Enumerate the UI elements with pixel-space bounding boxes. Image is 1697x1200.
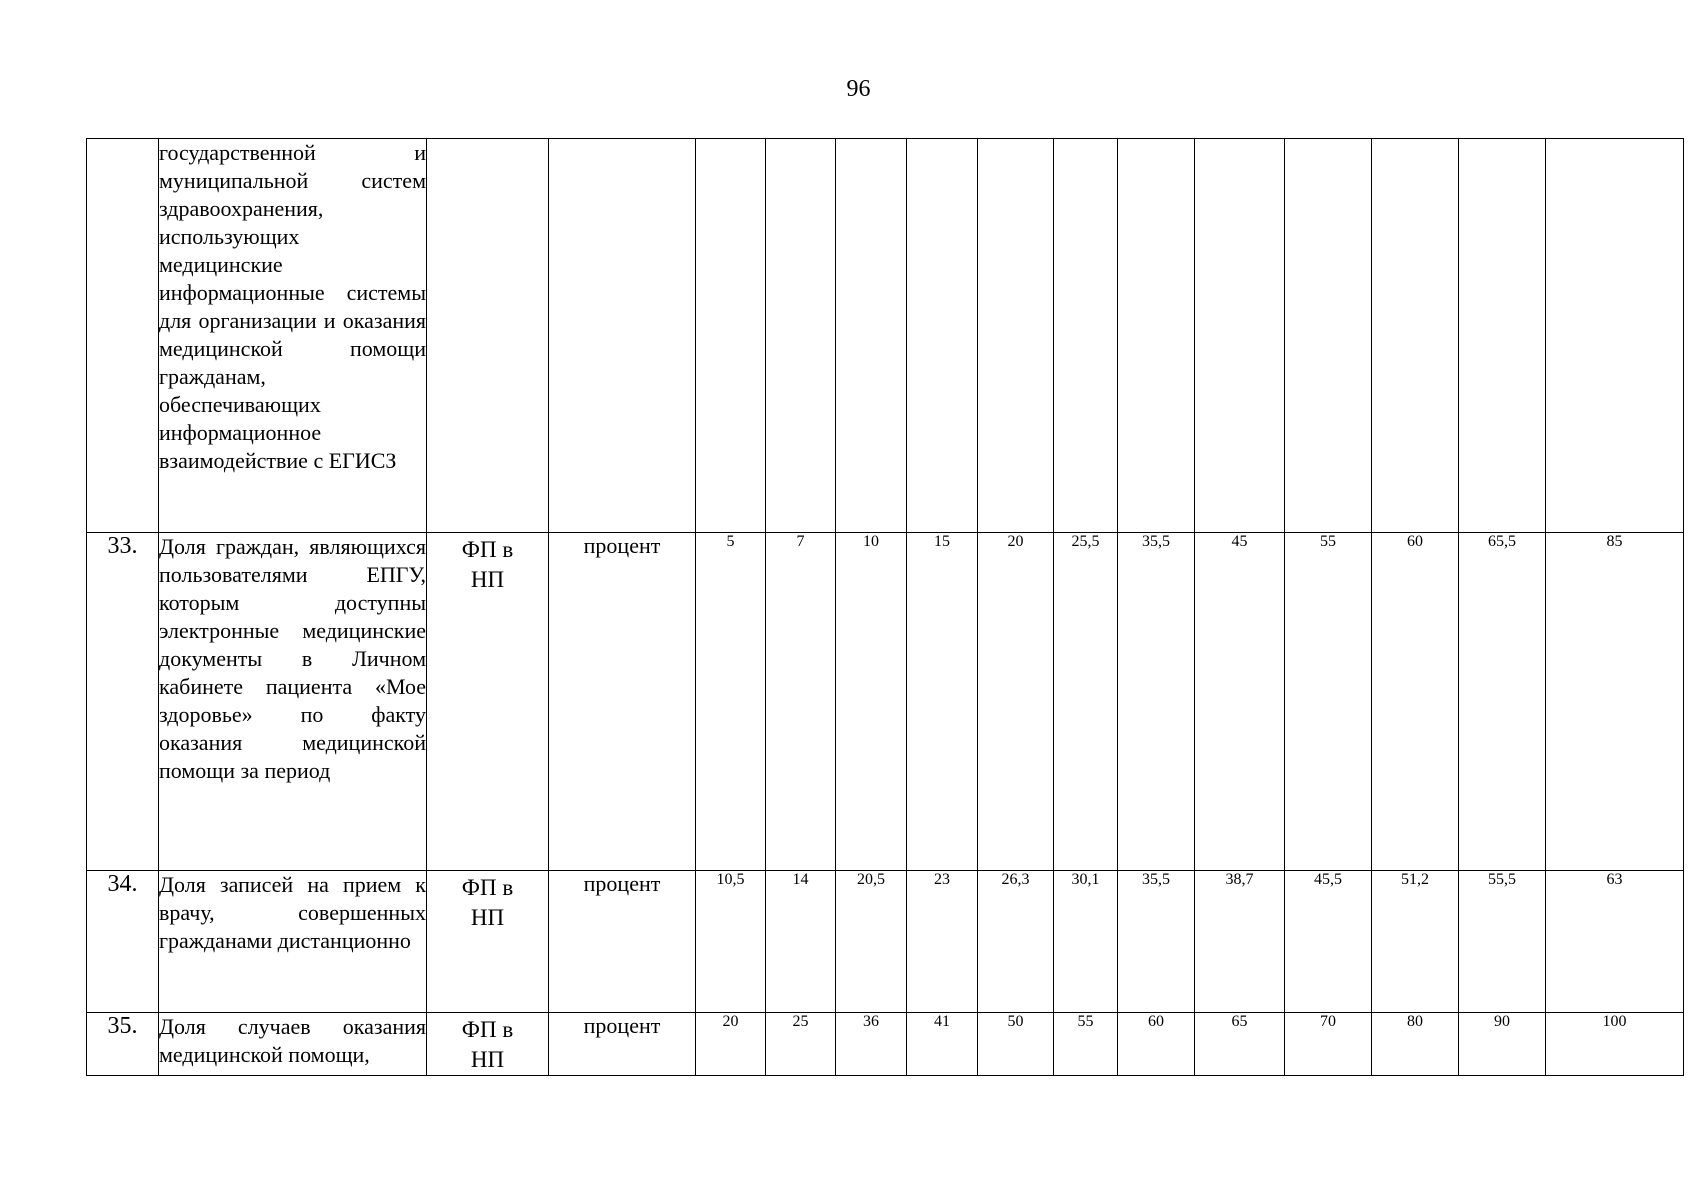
row-number: 35. [87, 1013, 159, 1076]
row-number: 33. [87, 533, 159, 871]
value-cell: 20,5 [836, 871, 907, 1013]
value-cell: 55 [1285, 533, 1372, 871]
value-cell: 26,3 [978, 871, 1054, 1013]
table-row [87, 139, 1684, 533]
value-cell: 23 [907, 871, 978, 1013]
value-cell: 41 [907, 1013, 978, 1076]
value-cell: 60 [1118, 1013, 1195, 1076]
value-cell: 55 [1054, 1013, 1118, 1076]
value-cell [1459, 139, 1546, 533]
row-number: 34. [87, 871, 159, 1013]
table-body [87, 139, 1684, 1076]
value-cell [766, 139, 836, 533]
value-cell [1054, 139, 1118, 533]
value-cell: 100 [1546, 1013, 1684, 1076]
indicator-source [427, 139, 549, 533]
indicator-description: Доля записей на прием к врачу, совершенных гражданами дистанционно [159, 871, 427, 1013]
indicator-source: ФП в НП [427, 871, 549, 1013]
indicator-description: Доля случаев оказания медицинской помощи, [159, 1013, 427, 1076]
row-number [87, 139, 159, 533]
value-cell: 35,5 [1118, 533, 1195, 871]
value-cell [1118, 139, 1195, 533]
value-cell: 15 [907, 533, 978, 871]
value-cell: 63 [1546, 871, 1684, 1013]
value-cell: 70 [1285, 1013, 1372, 1076]
indicator-source: ФП в НП [427, 1013, 549, 1076]
value-cell: 10,5 [696, 871, 766, 1013]
value-cell: 65,5 [1459, 533, 1546, 871]
value-cell [978, 139, 1054, 533]
indicator-source: ФП в НП [427, 533, 549, 871]
value-cell: 45 [1195, 533, 1285, 871]
value-cell: 60 [1372, 533, 1459, 871]
value-cell: 25,5 [1054, 533, 1118, 871]
value-cell: 35,5 [1118, 871, 1195, 1013]
value-cell: 38,7 [1195, 871, 1285, 1013]
indicator-description: государственной и муниципальной систем здравоохранения, использующих медицинские информационные системы для организации и оказания медицинской помощи гражданам, обеспечивающих информационное взаимодействие с ЕГИСЗ [159, 139, 427, 533]
value-cell: 30,1 [1054, 871, 1118, 1013]
value-cell: 20 [696, 1013, 766, 1076]
value-cell [1546, 139, 1684, 533]
value-cell: 7 [766, 533, 836, 871]
value-cell [1285, 139, 1372, 533]
value-cell [836, 139, 907, 533]
indicator-unit: процент [549, 871, 696, 1013]
value-cell [1372, 139, 1459, 533]
indicator-unit: процент [549, 533, 696, 871]
value-cell: 65 [1195, 1013, 1285, 1076]
value-cell: 45,5 [1285, 871, 1372, 1013]
value-cell: 80 [1372, 1013, 1459, 1076]
table-row [87, 533, 1684, 871]
value-cell: 51,2 [1372, 871, 1459, 1013]
table-row [87, 871, 1684, 1013]
table-row [87, 1013, 1684, 1076]
value-cell: 50 [978, 1013, 1054, 1076]
indicator-unit: процент [549, 1013, 696, 1076]
value-cell: 20 [978, 533, 1054, 871]
value-cell: 25 [766, 1013, 836, 1076]
indicator-unit [549, 139, 696, 533]
value-cell: 85 [1546, 533, 1684, 871]
value-cell [696, 139, 766, 533]
value-cell [1195, 139, 1285, 533]
indicator-description: Доля граждан, являющихся пользователями ЕПГУ, которым доступны электронные медицинские документы в Личном кабинете пациента «Мое здоровье» по факту оказания медицинской помощи за период [159, 533, 427, 871]
page-number: 96 [846, 76, 871, 102]
value-cell: 90 [1459, 1013, 1546, 1076]
value-cell: 55,5 [1459, 871, 1546, 1013]
value-cell: 5 [696, 533, 766, 871]
value-cell: 14 [766, 871, 836, 1013]
value-cell: 10 [836, 533, 907, 871]
value-cell [907, 139, 978, 533]
indicators-table [86, 138, 1684, 1076]
value-cell: 36 [836, 1013, 907, 1076]
